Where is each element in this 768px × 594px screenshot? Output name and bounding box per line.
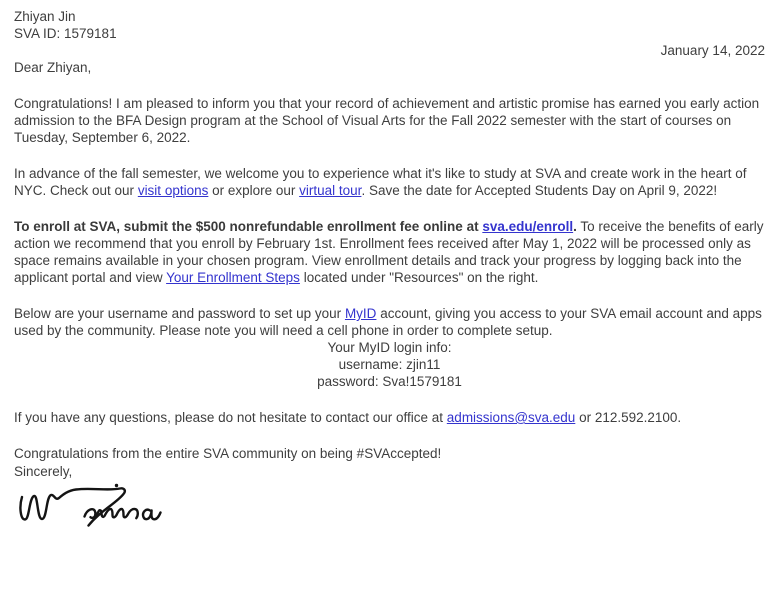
- paragraph-contact: [14, 409, 765, 426]
- myid-link[interactable]: MyID: [344, 306, 377, 321]
- paragraph-visit-text-3: . Save the date for Accepted Students Day on April 9, 2022!: [361, 183, 718, 198]
- recipient-name: Zhiyan Jin: [14, 9, 76, 24]
- paragraph-myid-text-2: account, giving you access to your SVA email account and apps used by the community. Please note you will need a cell phone in order to complete setup.: [14, 306, 762, 338]
- paragraph-svaccepted: Congratulations from the entire SVA community on being #SVAccepted!: [14, 446, 442, 461]
- admissions-email-link[interactable]: admissions@sva.edu: [446, 410, 576, 425]
- paragraph-admission: Congratulations! I am pleased to inform you that your record of achievement and artistic promise has earned you early action admission to the BFA Design program at the School of Visual Arts for the Fall 2022 semester with the start of courses on Tuesday, September 6, 2022.: [14, 96, 760, 145]
- enrollment-bold-sentence: [14, 219, 577, 234]
- closing-sincerely: Sincerely,: [14, 464, 73, 479]
- login-username: username: zjin11: [338, 357, 441, 372]
- login-info-heading: Your MyID login info:: [327, 340, 452, 355]
- enrollment-bold-text: To enroll at SVA, submit the $500 nonrefundable enrollment fee online at: [14, 219, 483, 234]
- login-password: password: Sva!1579181: [317, 374, 462, 389]
- letter-date: January 14, 2022: [660, 43, 765, 58]
- visit-options-link[interactable]: visit options: [137, 183, 209, 198]
- recipient-sva-id: SVA ID: 1579181: [14, 26, 117, 41]
- paragraph-myid-text-1: Below are your username and password to set up your: [14, 306, 345, 321]
- salutation: Dear Zhiyan,: [14, 60, 92, 75]
- virtual-tour-link[interactable]: virtual tour: [299, 183, 362, 198]
- paragraph-enrollment: [14, 218, 765, 286]
- paragraph-myid: [14, 305, 765, 339]
- paragraph-enrollment-text-1: To receive the benefits of early action we recommend that you enroll by February 1st. Enrollment fees received after May 1, 2022 will be processed only as space remains available in your chosen program. View enrollment details and track your progress by logging back into the applicant portal and view: [14, 219, 764, 285]
- enrollment-steps-link[interactable]: Your Enrollment Steps: [166, 270, 300, 285]
- paragraph-enrollment-text-2: located under "Resources" on the right.: [299, 270, 539, 285]
- paragraph-contact-text-1: If you have any questions, please do not hesitate to contact our office at: [14, 410, 447, 425]
- enroll-link[interactable]: sva.edu/enroll: [482, 219, 574, 234]
- paragraph-visit: [14, 165, 765, 199]
- paragraph-contact-text-2: or 212.592.2100.: [575, 410, 682, 425]
- signature-handwriting-icon: [16, 481, 176, 529]
- paragraph-visit-text-1: In advance of the fall semester, we welcome you to experience what it's like to study at SVA and create work in the heart of NYC. Check out our: [14, 166, 747, 198]
- paragraph-visit-text-2: or explore our: [208, 183, 300, 198]
- enrollment-bold-period: .: [573, 219, 577, 234]
